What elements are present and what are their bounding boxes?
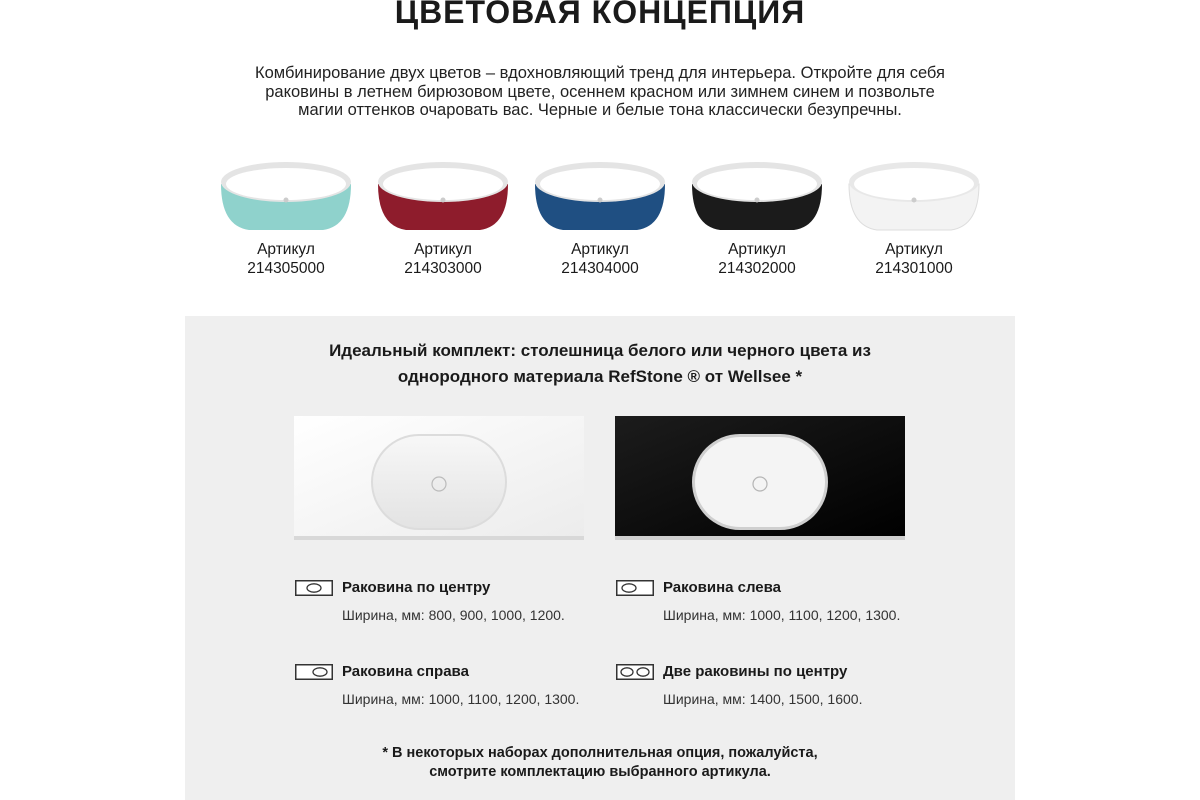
black-countertop-icon bbox=[615, 416, 905, 540]
kit-panel bbox=[185, 316, 1015, 800]
variant-sink-center bbox=[295, 578, 625, 638]
kit-title-line: однородного материала RefStone ® от Wellsee * bbox=[397, 367, 803, 386]
sink-red-icon bbox=[368, 160, 518, 232]
variant-name: Две раковины по центру bbox=[663, 663, 848, 680]
black-countertop-image bbox=[615, 416, 905, 540]
footnote-line: * В некоторых наборах дополнительная опция, пожалуйста, bbox=[382, 745, 818, 761]
article-label: Артикул bbox=[885, 241, 943, 258]
sink-color-row bbox=[0, 160, 1200, 280]
sink-white-icon bbox=[839, 160, 989, 232]
intro-line: Комбинирование двух цветов – вдохновляющий тренд для интерьера. Откройте для себя bbox=[255, 64, 945, 82]
variant-widths: Ширина, мм: 1000, 1100, 1200, 1300. bbox=[342, 691, 580, 707]
sink-right-layout-icon bbox=[295, 664, 333, 680]
article-number: 214302000 bbox=[718, 260, 796, 277]
sink-caption bbox=[525, 240, 675, 278]
sink-center-layout-icon bbox=[295, 580, 333, 596]
article-label: Артикул bbox=[414, 241, 472, 258]
sink-caption bbox=[839, 240, 989, 278]
variant-widths: Ширина, мм: 1000, 1100, 1200, 1300. bbox=[663, 607, 901, 623]
footnote-line: смотрите комплектацию выбранного артикула. bbox=[429, 764, 771, 780]
intro-line: магии оттенков очаровать вас. Черные и белые тона классически безупречны. bbox=[298, 101, 902, 119]
sink-caption bbox=[368, 240, 518, 278]
sink-item-blue[interactable] bbox=[525, 160, 675, 280]
intro-line: раковины в летнем бирюзовом цвете, осеннем красном или зимнем синем и позвольте bbox=[265, 82, 935, 101]
variant-name: Раковина по центру bbox=[342, 579, 491, 596]
white-countertop-image bbox=[294, 416, 584, 540]
sink-turquoise-icon bbox=[211, 160, 361, 232]
variant-sink-right bbox=[295, 662, 625, 722]
article-label: Артикул bbox=[728, 241, 786, 258]
article-label: Артикул bbox=[571, 241, 629, 258]
variant-widths: Ширина, мм: 1400, 1500, 1600. bbox=[663, 691, 863, 707]
kit-title bbox=[185, 338, 1015, 390]
double-sink-layout-icon bbox=[616, 664, 654, 680]
sink-item-turquoise[interactable] bbox=[211, 160, 361, 280]
intro-text bbox=[180, 64, 1020, 120]
article-label: Артикул bbox=[257, 241, 315, 258]
white-countertop-icon bbox=[294, 416, 584, 540]
kit-title-line: Идеальный комплект: столешница белого или черного цвета из bbox=[329, 341, 871, 360]
variant-name: Раковина справа bbox=[342, 663, 469, 680]
variant-sink-left bbox=[616, 578, 946, 638]
footnote bbox=[185, 744, 1015, 782]
article-number: 214301000 bbox=[875, 260, 953, 277]
page-title: ЦВЕТОВАЯ КОНЦЕПЦИЯ bbox=[394, 0, 806, 30]
variant-name: Раковина слева bbox=[663, 579, 782, 596]
article-number: 214303000 bbox=[404, 260, 482, 277]
sink-item-black[interactable] bbox=[682, 160, 832, 280]
sink-item-white[interactable] bbox=[839, 160, 989, 280]
sink-black-icon bbox=[682, 160, 832, 232]
variant-widths: Ширина, мм: 800, 900, 1000, 1200. bbox=[342, 607, 565, 623]
sink-item-red[interactable] bbox=[368, 160, 518, 280]
article-number: 214304000 bbox=[561, 260, 639, 277]
variant-sink-double bbox=[616, 662, 946, 722]
sink-caption bbox=[682, 240, 832, 278]
sink-left-layout-icon bbox=[616, 580, 654, 596]
sink-blue-icon bbox=[525, 160, 675, 232]
sink-caption bbox=[211, 240, 361, 278]
article-number: 214305000 bbox=[247, 260, 325, 277]
